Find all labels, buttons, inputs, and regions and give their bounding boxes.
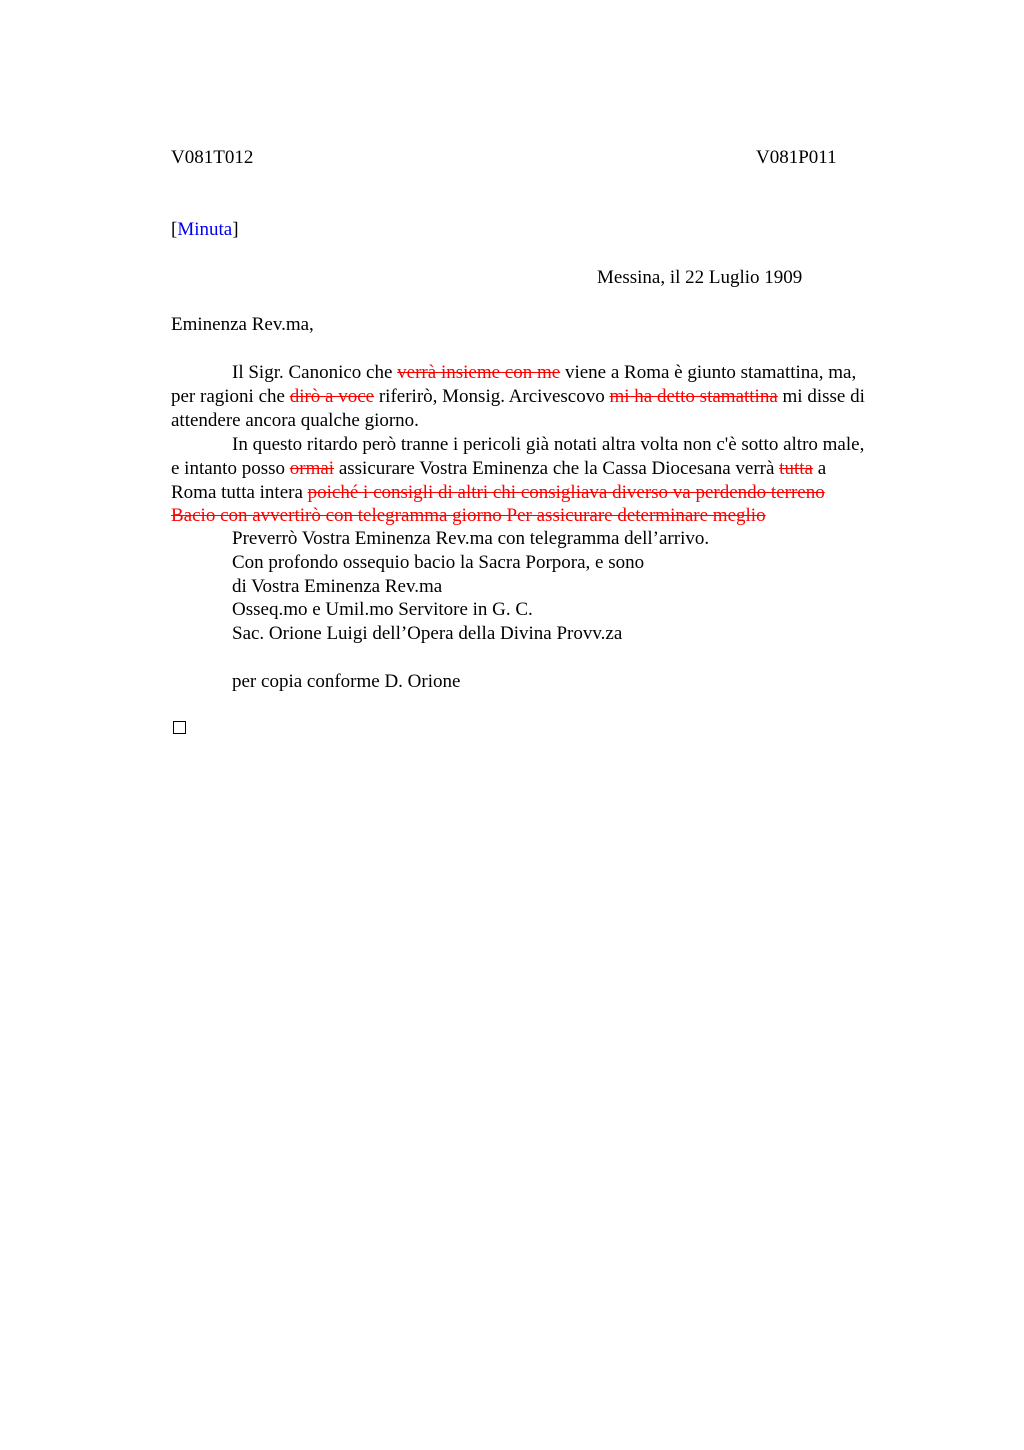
paragraph1-line3: attendere ancora qualche giorno. [171, 410, 419, 431]
closing-line3: di Vostra Eminenza Rev.ma [232, 576, 443, 597]
tag-open-bracket: [ [171, 219, 178, 240]
paragraph1-line1 [232, 361, 856, 385]
text-span: per ragioni che [171, 386, 290, 407]
paragraph2-line3 [171, 481, 825, 505]
text-span: e intanto posso [171, 458, 290, 479]
paragraph2-line4 [171, 504, 766, 528]
text-span: a [812, 458, 827, 479]
tag-label: Minuta [177, 219, 233, 240]
paragraph2-line1: In questo ritardo però tranne i pericoli già notati altra volta non c'è sotto altro male, [232, 434, 865, 455]
dateline: Messina, il 22 Luglio 1909 [597, 267, 803, 288]
closing-line1: Preverrò Vostra Eminenza Rev.ma con telegramma dell’arrivo. [232, 528, 710, 549]
text-span: riferirò, Monsig. Arcivescovo [374, 386, 610, 407]
header-left-code: V081T012 [171, 147, 254, 168]
text-span: mi disse di [777, 386, 865, 407]
tag-close-bracket: ] [232, 219, 239, 240]
closing-line4: Osseq.mo e Umil.mo Servitore in G. C. [232, 599, 533, 620]
document-type-tag [171, 218, 239, 242]
deleted-text: poiché i consigli di altri chi consigliava diverso va perdendo terreno [307, 482, 825, 503]
deleted-text: tutta [779, 458, 813, 479]
deleted-text: ormai [289, 458, 335, 479]
deleted-text: dirò a voce [289, 386, 375, 407]
text-span: viene a Roma è giunto stamattina, ma, [560, 362, 857, 383]
closing-line2: Con profondo ossequio bacio la Sacra Porpora, e sono [232, 552, 645, 573]
copy-note: per copia conforme D. Orione [232, 671, 461, 692]
salutation: Eminenza Rev.ma, [171, 314, 314, 335]
checkbox-square-icon [173, 721, 186, 734]
paragraph2-line2 [171, 457, 826, 481]
text-span: Il Sigr. Canonico che [232, 362, 398, 383]
deleted-text: Bacio con avvertirò con telegramma giorno Per assicurare determinare meglio [171, 505, 766, 526]
text-span: assicurare Vostra Eminenza che la Cassa Diocesana verrà [334, 458, 780, 479]
deleted-text: verrà insieme con me [397, 362, 561, 383]
paragraph1-line2 [171, 385, 865, 409]
header-right-code: V081P011 [756, 147, 837, 168]
text-span: Roma tutta intera [171, 482, 308, 503]
signature-line: Sac. Orione Luigi dell’Opera della Divina Provv.za [232, 623, 623, 644]
deleted-text: mi ha detto stamattina [609, 386, 778, 407]
